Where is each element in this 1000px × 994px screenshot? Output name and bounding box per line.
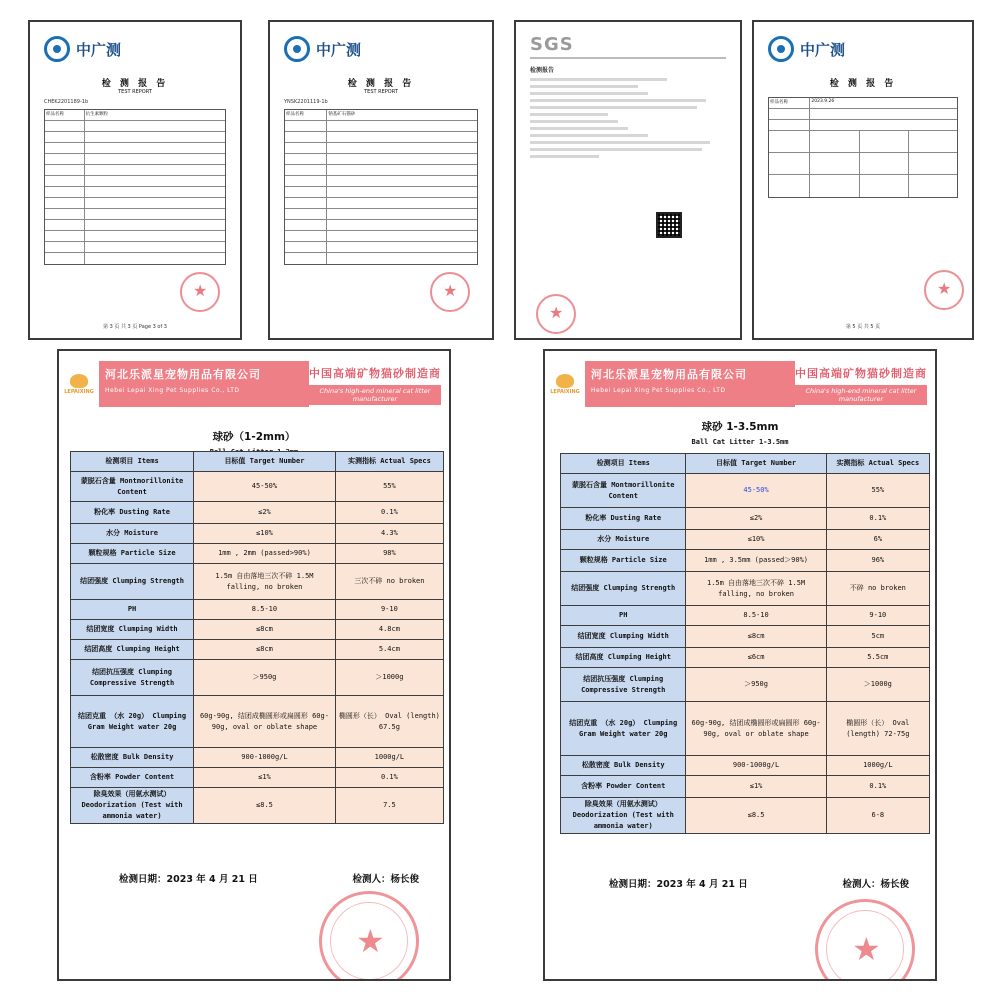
spec-item: 松散密度 Bulk Density: [71, 748, 194, 768]
spec-actual: 0.1%: [826, 776, 929, 798]
paw-icon: [70, 374, 88, 388]
spec-target: ≤2%: [194, 502, 336, 524]
cert-title: 检 测 报 告: [347, 79, 415, 89]
spec-item: 松散密度 Bulk Density: [561, 756, 686, 776]
spec-target: ≤1%: [686, 776, 826, 798]
spec-target: 1mm , 3.5mm (passed＞90%): [686, 550, 826, 572]
cert-title: 检 测 报 告: [101, 79, 169, 89]
spec-item: 结团宽度 Clumping Width: [561, 626, 686, 648]
red-seal-icon: [180, 272, 220, 312]
test-date: 检测日期：2023 年 4 月 21 日: [609, 879, 748, 890]
cert-cell: 样品名称: [769, 98, 810, 108]
doc-title-cn: 球砂（1-2mm）: [212, 431, 296, 443]
certificate-4: [752, 20, 974, 340]
certificate-1: [28, 20, 242, 340]
spec-target: ≤6cm: [686, 648, 826, 668]
table-row: [561, 756, 930, 776]
spec-target: ＞950g: [194, 660, 336, 696]
brand-name: LEPAIXING: [550, 388, 580, 395]
spec-item: 结团抗压强度 Clumping Compressive Strength: [561, 668, 686, 702]
spec-item: 水分 Moisture: [561, 530, 686, 550]
slogan-cn: 中国高端矿物猫砂制造商: [795, 367, 927, 380]
spec-item: PH: [561, 606, 686, 626]
spec-target: 60g-90g, 结团成椭圆形或扁圆形 60g-90g, oval or oblate shape: [194, 696, 336, 748]
spec-item: 结团宽度 Clumping Width: [71, 620, 194, 640]
spec-item: 除臭效果（用氨水测试） Deodorization (Test with ammonia water): [71, 788, 194, 824]
spec-target: ≤2%: [686, 508, 826, 530]
spec-actual: 不碎 no broken: [826, 572, 929, 606]
spec-item: 蒙脱石含量 Montmorillonite Content: [561, 474, 686, 508]
spec-actual: 7.5: [335, 788, 443, 824]
spec-item: 颗粒规格 Particle Size: [561, 550, 686, 572]
spec-item: 除臭效果（用氨水测试） Deodorization (Test with ammonia water): [561, 798, 686, 834]
spec-item: 粉化率 Dusting Rate: [561, 508, 686, 530]
spec-actual: 55%: [335, 472, 443, 502]
spec-target: 900-1000g/L: [686, 756, 826, 776]
spec-target: ≤1%: [194, 768, 336, 788]
spec-target: ≤8.5: [194, 788, 336, 824]
table-row: [561, 474, 930, 508]
cert-logo-text: 中广测: [76, 40, 122, 59]
spec-item: 结团抗压强度 Clumping Compressive Strength: [71, 660, 194, 696]
spec-actual: 1000g/L: [335, 748, 443, 768]
sgs-logo: SGS: [530, 34, 574, 55]
table-row: [71, 524, 444, 544]
table-row: [71, 600, 444, 620]
spec-actual: 6-8: [826, 798, 929, 834]
spec-target: 1.5m 自由落地三次不碎 1.5M falling, no broken: [686, 572, 826, 606]
column-header: 目标值 Target Number: [686, 454, 826, 474]
slogan-en: China's high-end mineral cat litter manufacturer: [795, 385, 927, 405]
spec-actual: 9-10: [335, 600, 443, 620]
cert-grid: [768, 97, 958, 198]
spec-item: 含粉率 Powder Content: [561, 776, 686, 798]
report-sheet-1-3-5mm: [543, 349, 937, 981]
cert-cell: 样品名称: [285, 110, 327, 120]
spec-target: 1mm , 2mm (passed>90%): [194, 544, 336, 564]
spec-actual: 9-10: [826, 606, 929, 626]
table-row: [561, 550, 930, 572]
spec-item: 结团高度 Clumping Height: [561, 648, 686, 668]
cert-grid: [284, 109, 478, 265]
spec-actual: 4.8cm: [335, 620, 443, 640]
table-row: [561, 798, 930, 834]
spec-target: 8.5-10: [194, 600, 336, 620]
cert-footer: 第 3 页 共 3 页 Page 3 of 3: [103, 324, 167, 330]
spec-actual: 0.1%: [826, 508, 929, 530]
doc-title-cn: 球砂 1-3.5mm: [701, 421, 779, 433]
spec-item: 含粉率 Powder Content: [71, 768, 194, 788]
company-name-cn: 河北乐派星宠物用品有限公司: [105, 368, 261, 381]
cert-report-no: YNSK2201119-1b: [284, 99, 328, 105]
spec-item: 结团强度 Clumping Strength: [561, 572, 686, 606]
company-seal-icon: [319, 891, 419, 981]
table-row: [71, 768, 444, 788]
spec-item: 结团克重 （水 20g） Clumping Gram Weight water 20g: [71, 696, 194, 748]
spec-actual: 5.4cm: [335, 640, 443, 660]
certificate-3-sgs: [514, 20, 742, 340]
company-seal-icon: [815, 899, 915, 981]
table-row: [71, 748, 444, 768]
table-row: [561, 530, 930, 550]
company-name-en: Hebei Lepai Xing Pet Supplies Co., LTD: [591, 387, 726, 394]
cert-footer: 第 5 页 共 5 页: [845, 324, 881, 330]
spec-target: 60g-90g, 结团成椭圆形或扁圆形 60g-90g, oval or oblate shape: [686, 702, 826, 756]
spec-actual: 55%: [826, 474, 929, 508]
spec-target: ＞950g: [686, 668, 826, 702]
spec-item: 粉化率 Dusting Rate: [71, 502, 194, 524]
table-row: [71, 564, 444, 600]
spec-target: 1.5m 自由落地三次不碎 1.5M falling, no broken: [194, 564, 336, 600]
company-banner: [545, 361, 935, 407]
column-header: 目标值 Target Number: [194, 452, 336, 472]
column-header: 检测项目 Items: [71, 452, 194, 472]
spec-actual: ＞1000g: [826, 668, 929, 702]
cert-logo: [284, 32, 478, 66]
cert-logo-text: 中广测: [800, 40, 846, 59]
spec-target: ≤10%: [686, 530, 826, 550]
table-row: [71, 502, 444, 524]
brand-logo: [59, 361, 99, 407]
spec-table: [560, 453, 930, 834]
spec-target: ≤10%: [194, 524, 336, 544]
red-seal-icon: [924, 270, 964, 310]
spec-actual: 96%: [826, 550, 929, 572]
report-sheet-1-2mm: [57, 349, 451, 981]
spec-actual: 1000g/L: [826, 756, 929, 776]
spec-target: ≤8cm: [686, 626, 826, 648]
table-row: [561, 606, 930, 626]
spec-actual: 0.1%: [335, 768, 443, 788]
cgt-logo-icon: [44, 36, 70, 62]
spec-target: 8.5-10: [686, 606, 826, 626]
spec-actual: 椭圆形（长） Oval (length) 67.5g: [335, 696, 443, 748]
table-row: [71, 544, 444, 564]
cert-report-no: CHEK2201189-1b: [44, 99, 89, 105]
signature-row: [119, 871, 419, 885]
cert-cell: 2023.9.26: [811, 99, 835, 104]
table-row: [561, 668, 930, 702]
spec-table: [70, 451, 444, 824]
table-row: [561, 702, 930, 756]
spec-target: 45-50%: [686, 474, 826, 508]
table-row: [71, 620, 444, 640]
spec-actual: 0.1%: [335, 502, 443, 524]
spec-target: 45-50%: [194, 472, 336, 502]
spec-actual: 6%: [826, 530, 929, 550]
cert-cell: 样品名称: [45, 110, 85, 120]
table-row: [71, 472, 444, 502]
table-row: [561, 626, 930, 648]
table-row: [561, 508, 930, 530]
spec-actual: 三次不碎 no broken: [335, 564, 443, 600]
cert-title: 检 测 报 告: [829, 79, 897, 89]
spec-target: 900-1000g/L: [194, 748, 336, 768]
spec-target: ≤8cm: [194, 640, 336, 660]
paw-icon: [556, 374, 574, 388]
cert-subtitle: TEST REPORT: [118, 89, 152, 95]
spec-actual: 4.3%: [335, 524, 443, 544]
qr-code-icon: [656, 212, 682, 238]
company-banner: [59, 361, 449, 407]
spec-item: 结团强度 Clumping Strength: [71, 564, 194, 600]
cert-logo-text: 中广测: [316, 40, 362, 59]
inspector: 检测人：杨长俊: [842, 879, 909, 890]
table-row: [71, 788, 444, 824]
column-header: 实测指标 Actual Specs: [335, 452, 443, 472]
cgt-logo-icon: [768, 36, 794, 62]
test-date: 检测日期：2023 年 4 月 21 日: [119, 874, 258, 885]
slogan-cn: 中国高端矿物猫砂制造商: [309, 367, 441, 380]
cert-logo: [44, 32, 226, 66]
spec-actual: 5.5cm: [826, 648, 929, 668]
column-header: 实测指标 Actual Specs: [826, 454, 929, 474]
spec-item: 水分 Moisture: [71, 524, 194, 544]
slogan-en: China's high-end mineral cat litter manufacturer: [309, 385, 441, 405]
signature-row: [609, 876, 909, 890]
table-row: [561, 572, 930, 606]
spec-actual: ＞1000g: [335, 660, 443, 696]
spec-actual: 椭圆形（长） Oval (length) 72-75g: [826, 702, 929, 756]
spec-actual: 5cm: [826, 626, 929, 648]
spec-item: 结团高度 Clumping Height: [71, 640, 194, 660]
cert-subtitle: TEST REPORT: [364, 89, 398, 95]
spec-target: ≤8.5: [686, 798, 826, 834]
inspector: 检测人：杨长俊: [352, 874, 419, 885]
red-seal-icon: [430, 272, 470, 312]
company-name-cn: 河北乐派星宠物用品有限公司: [591, 368, 747, 381]
doc-title-en: Ball Cat Litter 1-3.5mm: [691, 438, 789, 446]
cert-cell: 钠基矿石猫砂: [328, 112, 356, 117]
table-row: [71, 640, 444, 660]
cert-title: 检测报告: [530, 67, 555, 74]
cert-cell: 抗生素颗粒: [85, 112, 109, 117]
spec-item: PH: [71, 600, 194, 620]
spec-actual: 98%: [335, 544, 443, 564]
table-row: [561, 776, 930, 798]
table-row: [561, 648, 930, 668]
cert-grid: [44, 109, 226, 265]
certificate-2: [268, 20, 494, 340]
spec-item: 颗粒规格 Particle Size: [71, 544, 194, 564]
spec-target: ≤8cm: [194, 620, 336, 640]
brand-logo: [545, 361, 585, 407]
cert-logo: [768, 32, 958, 66]
cert-body-lines: [530, 78, 726, 158]
table-row: [71, 696, 444, 748]
company-name-en: Hebei Lepai Xing Pet Supplies Co., LTD: [105, 387, 240, 394]
cgt-logo-icon: [284, 36, 310, 62]
spec-item: 蒙脱石含量 Montmorillonite Content: [71, 472, 194, 502]
column-header: 检测项目 Items: [561, 454, 686, 474]
table-row: [71, 660, 444, 696]
brand-name: LEPAIXING: [64, 388, 94, 395]
red-seal-icon: [536, 294, 576, 334]
spec-item: 结团克重 （水 20g） Clumping Gram Weight water 20g: [561, 702, 686, 756]
